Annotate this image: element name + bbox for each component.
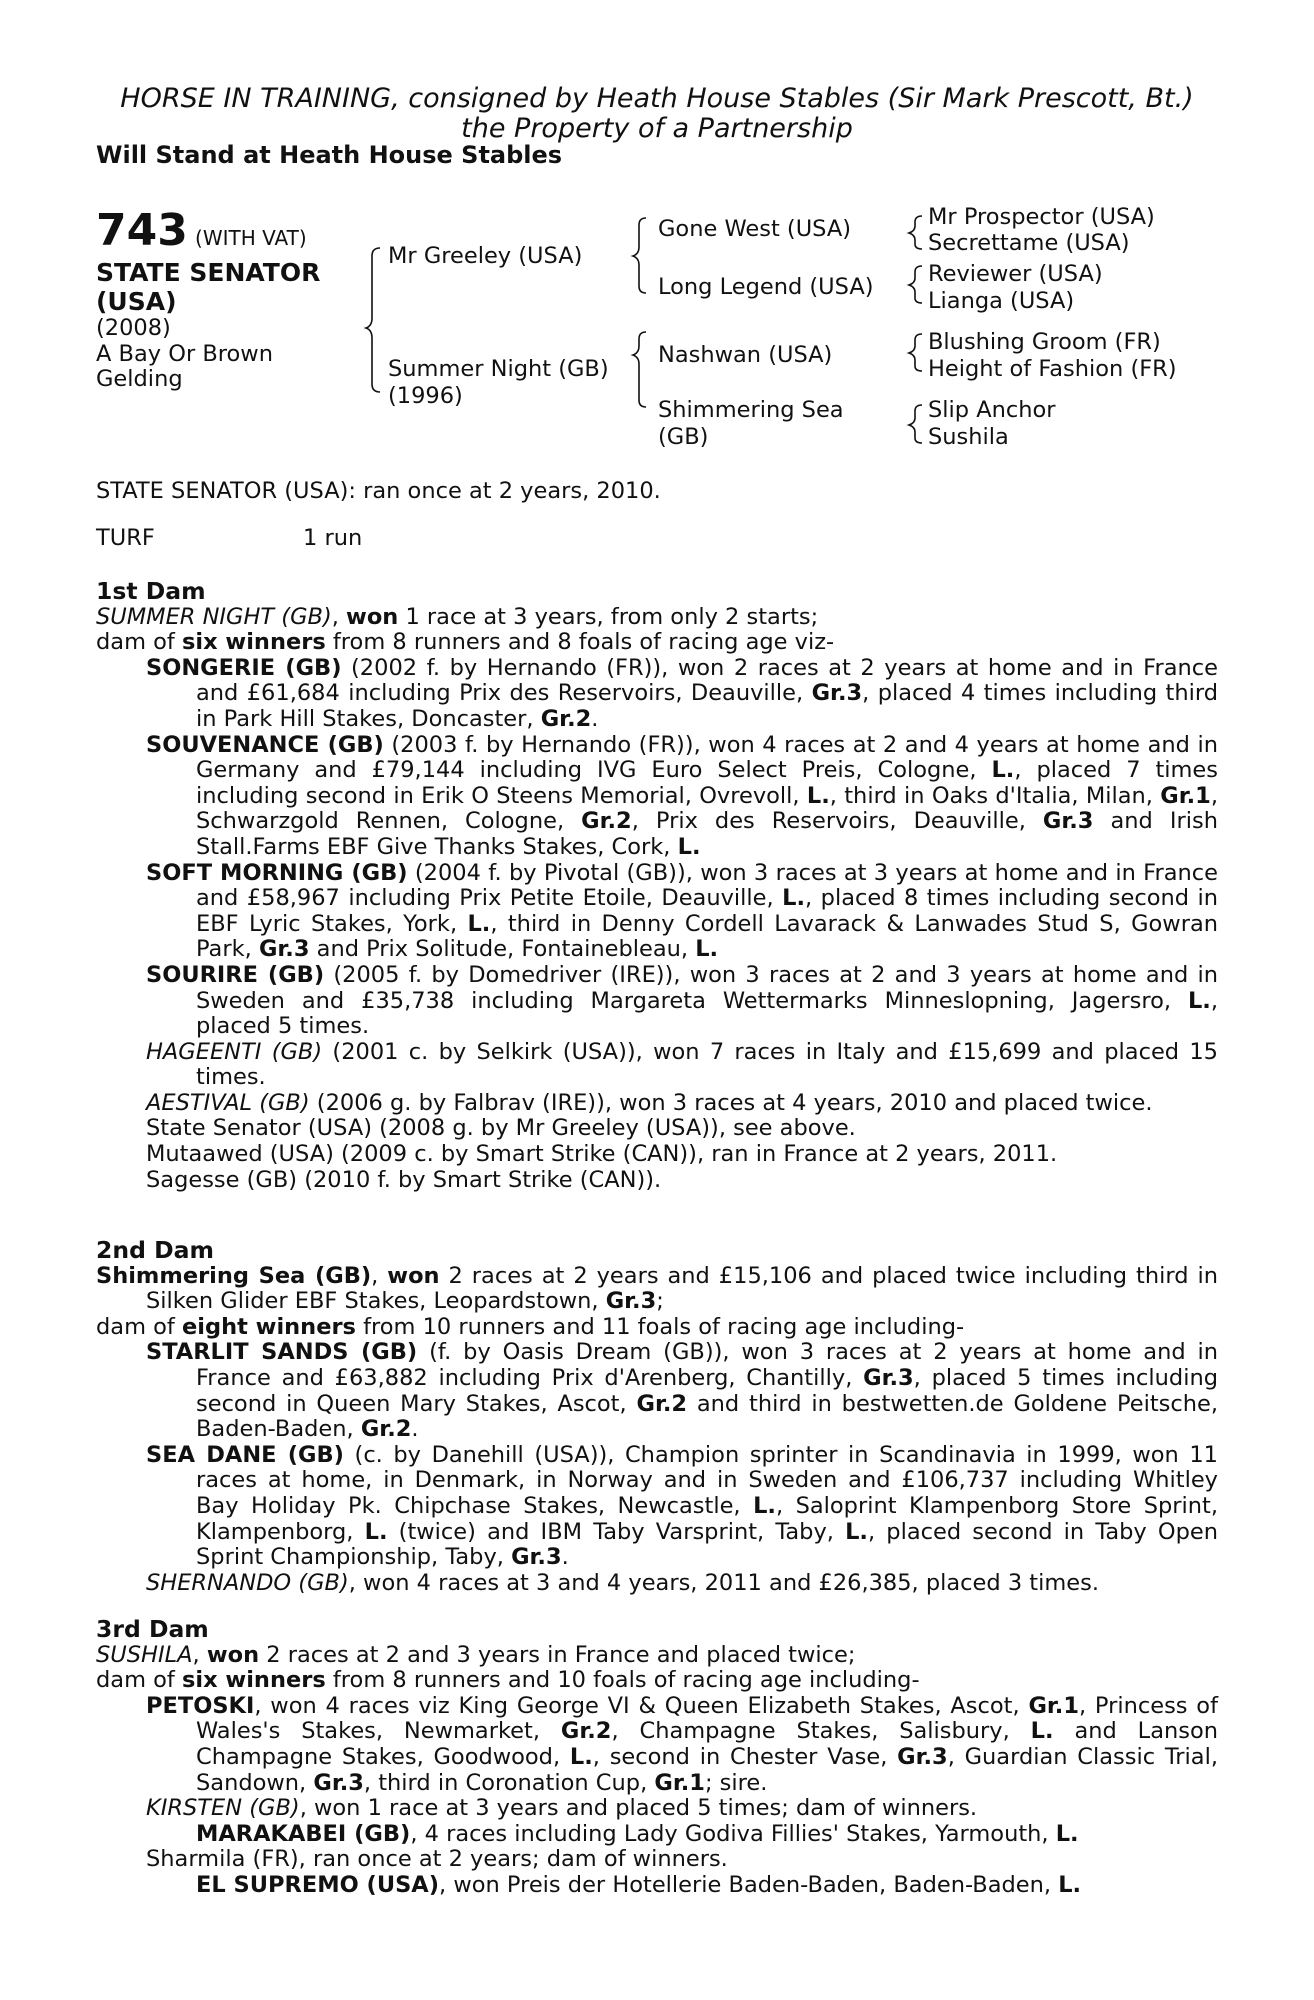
dam-produce-summary: dam of six winners from 8 runners and 10 foals of racing age including- — [96, 1667, 920, 1694]
produce-entry: SONGERIE (GB) (2002 f. by Hernando (FR)), won 2 races at 2 years at home and in France and £61,684 including Prix des Reservoirs, Deauville, Gr.3, placed 4 times including third in Park Hill Stakes, Doncaster, Gr.2. — [146, 654, 1218, 732]
turf-label: TURF — [96, 525, 155, 551]
pedigree-dds: Slip Anchor — [928, 397, 1056, 423]
dam-produce-summary: dam of six winners from 8 runners and 8 foals of racing age viz- — [96, 629, 835, 656]
produce-entry: KIRSTEN (GB), won 1 race at 3 years and placed 5 times; dam of winners. — [146, 1795, 978, 1822]
pedigree-ddd: Sushila — [928, 424, 1009, 450]
foaling-year: (2008) — [96, 315, 171, 341]
pedigree-dam: Summer Night (GB) (1996) — [388, 356, 609, 409]
produce-entry: EL SUPREMO (USA), won Preis der Hotellerie Baden-Baden, Baden-Baden, L. — [196, 1871, 1082, 1898]
stand-line: Will Stand at Heath House Stables — [96, 141, 563, 169]
section-title: 3rd Dam — [96, 1615, 209, 1643]
pedigree-sds: Reviewer (USA) — [928, 261, 1103, 287]
produce-entry: Sagesse (GB) (2010 f. by Smart Strike (CAN)). — [146, 1166, 662, 1193]
race-summary: STATE SENATOR (USA): ran once at 2 years, 2010. — [96, 478, 661, 504]
dam-summary: Shimmering Sea (GB), won 2 races at 2 years and £15,106 and placed twice including third in Silken Glider EBF Stakes, Leopardstown, Gr.3; — [96, 1262, 1218, 1315]
dam-produce-summary: dam of eight winners from 10 runners and 11 foals of racing age including- — [96, 1313, 965, 1340]
pedigree-dss: Blushing Groom (FR) — [928, 329, 1161, 355]
second-dam-section — [96, 1238, 1218, 1596]
pedigree-sdd: Lianga (USA) — [928, 288, 1075, 314]
third-dam-section — [96, 1617, 1218, 1899]
horse-description: A Bay Or Brown Gelding — [96, 340, 273, 393]
section-title: 1st Dam — [96, 577, 206, 605]
produce-entry: SOURIRE (GB) (2005 f. by Domedriver (IRE)), won 3 races at 2 and 3 years at home and in Sweden and £35,738 including Margareta Wettermarks Minneslopning, Jagersro, L., placed 5 times. — [146, 961, 1219, 1040]
horse-name: STATE SENATOR (USA) — [96, 258, 321, 316]
produce-entry: PETOSKI, won 4 races viz King George VI & Queen Elizabeth Stakes, Ascot, Gr.1, Princess of Wales's Stakes, Newmarket, Gr.2, Champagne Stakes, Salisbury, L. and Lanson Champagne Stakes, Goodwood, L., second in Chester Vase, Gr.3, Guardian Classic Trial, Sandown, Gr.3, third in Coronation Cup, Gr.1; sire. — [146, 1692, 1218, 1796]
property-line: the Property of a Partnership — [461, 113, 853, 144]
first-dam-section — [96, 579, 1218, 1193]
produce-entry: SEA DANE (GB) (c. by Danehill (USA)), Champion sprinter in Scandinavia in 1999, won 11 races at home, in Denmark, in Norway and in Sweden and £106,737 including Whitley Bay Holiday Pk. Chipchase Stakes, Newcastle, L., Saloprint Klampenborg Store Sprint, Klampenborg, L. (twice) and IBM Taby Varsprint, Taby, L., placed second in Taby Open Sprint Championship, Taby, Gr.3. — [146, 1441, 1219, 1571]
produce-entry: SOFT MORNING (GB) (2004 f. by Pivotal (GB)), won 3 races at 3 years at home and in France and £58,967 including Prix Petite Etoile, Deauville, L., placed 8 times including second in EBF Lyric Stakes, York, L., third in Denny Cordell Lavarack & Lanwades Stud S, Gowran Park, Gr.3 and Prix Solitude, Fontainebleau, L. — [146, 859, 1219, 963]
pedigree-sire: Mr Greeley (USA) — [388, 243, 583, 269]
consignor-line: HORSE IN TRAINING, consigned by Heath House Stables (Sir Mark Prescott, Bt.) — [120, 83, 1194, 114]
pedigree-dsd: Height of Fashion (FR) — [928, 356, 1177, 382]
produce-entry: MARAKABEI (GB), 4 races including Lady Godiva Fillies' Stakes, Yarmouth, L. — [196, 1820, 1079, 1847]
pedigree-sire-sire: Gone West (USA) — [658, 216, 852, 242]
lot-vat: (WITH VAT) — [195, 226, 307, 250]
produce-entry: SOUVENANCE (GB) (2003 f. by Hernando (FR)), won 4 races at 2 and 4 years at home and in Germany and £79,144 including IVG Euro Select Preis, Cologne, L., placed 7 times including second in Erik O Steens Memorial, Ovrevoll, L., third in Oaks d'Italia, Milan, Gr.1, Schwarzgold Rennen, Cologne, Gr.2, Prix des Reservoirs, Deauville, Gr.3 and Irish Stall.Farms EBF Give Thanks Stakes, Cork, L. — [146, 731, 1218, 860]
dam-summary: SUSHILA, won 2 races at 2 and 3 years in France and placed twice; — [96, 1641, 856, 1668]
pedigree-sire-dam: Long Legend (USA) — [658, 274, 874, 300]
produce-entry: SHERNANDO (GB), won 4 races at 3 and 4 years, 2011 and £26,385, placed 3 times. — [146, 1569, 1100, 1596]
produce-entry: Mutaawed (USA) (2009 c. by Smart Strike (CAN)), ran in France at 2 years, 2011. — [146, 1141, 1058, 1168]
lot-number: 743 — [96, 205, 188, 256]
dam-summary: SUMMER NIGHT (GB), won 1 race at 3 years, from only 2 starts; — [96, 603, 819, 630]
pedigree-sss: Mr Prospector (USA) — [928, 204, 1155, 230]
produce-entry: STARLIT SANDS (GB) (f. by Oasis Dream (GB)), won 3 races at 2 years at home and in France and £63,882 including Prix d'Arenberg, Chantilly, Gr.3, placed 5 times including second in Queen Mary Stakes, Ascot, Gr.2 and third in bestwetten.de Goldene Peitsche, Baden-Baden, Gr.2. — [146, 1339, 1218, 1443]
produce-entry: State Senator (USA) (2008 g. by Mr Greeley (USA)), see above. — [146, 1115, 856, 1142]
produce-entry: Sharmila (FR), ran once at 2 years; dam of winners. — [146, 1846, 728, 1873]
produce-entry: HAGEENTI (GB) (2001 c. by Selkirk (USA)), won 7 races in Italy and £15,699 and placed 15 times. — [146, 1038, 1218, 1091]
produce-entry: AESTIVAL (GB) (2006 g. by Falbrav (IRE)), won 3 races at 4 years, 2010 and placed twice. — [146, 1089, 1153, 1116]
turf-value: 1 run — [303, 525, 363, 551]
pedigree-ssd: Secrettame (USA) — [928, 230, 1130, 256]
pedigree-dam-sire: Nashwan (USA) — [658, 342, 833, 368]
section-title: 2nd Dam — [96, 1236, 214, 1264]
pedigree-dam-dam: Shimmering Sea (GB) — [658, 397, 844, 450]
